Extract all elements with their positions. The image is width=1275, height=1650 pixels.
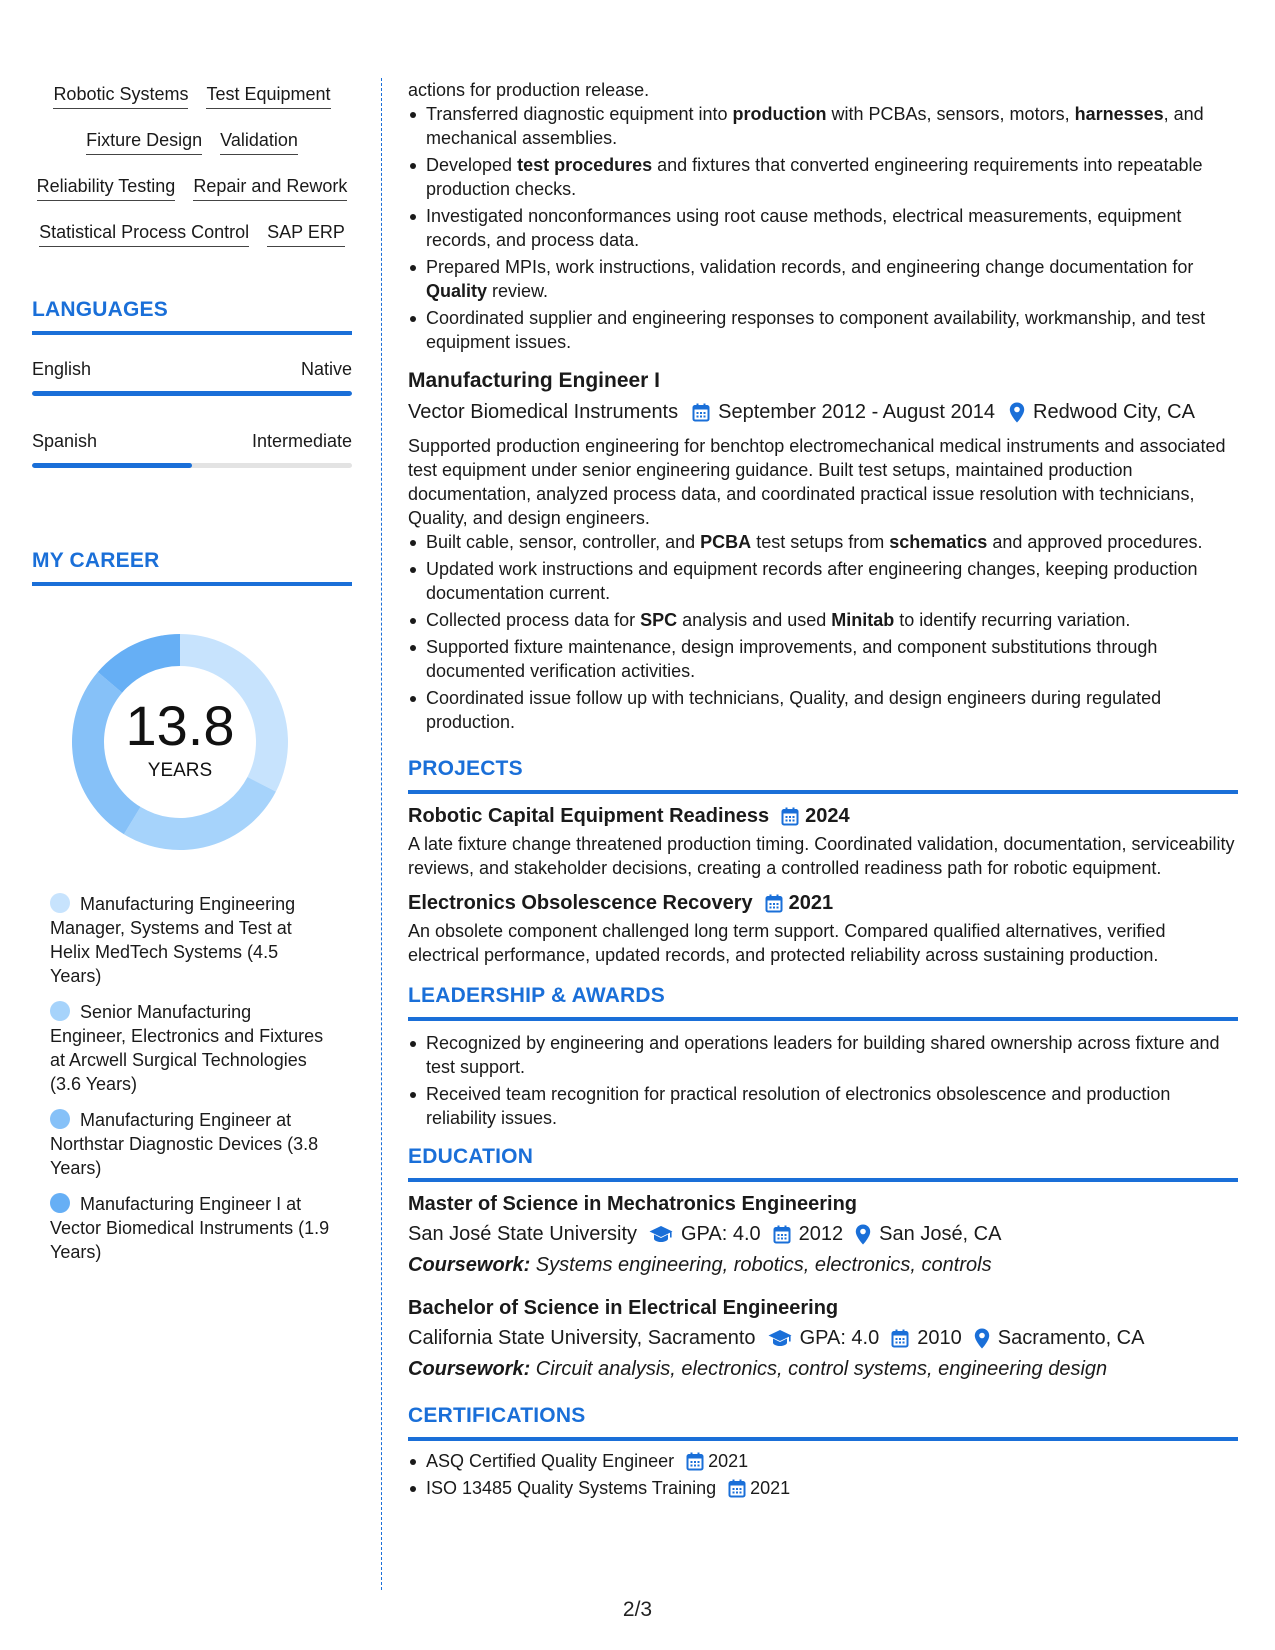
career-legend-item	[50, 892, 332, 988]
bullet-item: Updated work instructions and equipment records after engineering changes, keeping production documentation current.	[408, 557, 1238, 605]
certifications-section	[408, 1403, 1238, 1500]
legend-dot	[50, 893, 70, 913]
right-column	[408, 78, 1238, 1503]
language-level: Native	[300, 359, 352, 379]
career-total-unit: YEARS	[147, 760, 213, 781]
proficiency-bar	[32, 391, 352, 396]
column-divider	[381, 78, 382, 1590]
project-description: An obsolete component challenged long term support. Compared qualified alternatives, verified electrical performance, updated records, and protected reliability across sustaining production.	[408, 921, 1166, 965]
bullet-item: Prepared MPIs, work instructions, validation records, and engineering change documentation for Quality review.	[408, 255, 1238, 303]
bullet-item: Transferred diagnostic equipment into production with PCBAs, sensors, motors, harnesses, and mechanical assemblies.	[408, 102, 1238, 150]
coursework-label: Coursework:	[408, 1254, 531, 1276]
bullet-item: Collected process data for SPC analysis and used Minitab to identify recurring variation.	[408, 608, 1238, 632]
job-title: Manufacturing Engineer I	[408, 369, 661, 392]
bullet-item: Developed test procedures and fixtures that converted engineering requirements into repeatable production checks.	[408, 153, 1238, 201]
section-rule	[408, 1017, 1238, 1021]
bullet-item: Investigated nonconformances using root cause methods, electrical measurements, equipment records, and process data.	[408, 204, 1238, 252]
leadership-list	[408, 1031, 1238, 1130]
calendar-icon	[891, 1329, 909, 1348]
education-meta	[408, 1324, 1238, 1352]
legend-dot	[50, 1193, 70, 1213]
legend-dot	[50, 1109, 70, 1129]
bullet-item: Coordinated supplier and engineering responses to component availability, workmanship, and test equipment issues.	[408, 306, 1238, 354]
coursework-text: Circuit analysis, electronics, control systems, engineering design	[530, 1358, 1108, 1380]
coursework	[408, 1355, 1238, 1383]
languages-heading: LANGUAGES	[32, 298, 168, 321]
coursework	[408, 1251, 1238, 1279]
project-year: 2024	[805, 805, 850, 827]
bullet-item: Coordinated issue follow up with technicians, Quality, and design engineers during regulated production.	[408, 686, 1238, 734]
leadership-item: Recognized by engineering and operations leaders for building shared ownership across fixture and test support.	[408, 1031, 1238, 1079]
degree-title: Master of Science in Mechatronics Engineering	[408, 1193, 858, 1215]
skill-tag: Robotic Systems	[53, 82, 188, 109]
legend-label: Manufacturing Engineer I at Vector Biomedical Instruments (1.9 Years)	[50, 1194, 330, 1262]
legend-label: Manufacturing Engineer at Northstar Diagnostic Devices (3.8 Years)	[50, 1110, 319, 1178]
skill-tag: Repair and Rework	[193, 174, 347, 201]
certification-item	[408, 1476, 1238, 1500]
projects-heading: PROJECTS	[408, 757, 523, 780]
section-rule	[32, 331, 352, 335]
proficiency-bar	[32, 463, 352, 468]
career-legend-item	[50, 1192, 332, 1264]
job-description: Supported production engineering for benchtop electromechanical medical instruments and associated test equipment under senior engineering guidance. Built test setups, maintained production documentation, analyzed process data, and coordinated practical issue resolution with technicians, Quality, and design engineers.	[408, 436, 1226, 528]
graduation-year: 2012	[798, 1223, 844, 1245]
job-meta	[408, 398, 1238, 426]
donut-segment	[124, 777, 276, 850]
skill-tag: SAP ERP	[267, 220, 345, 247]
certification-name: ISO 13485 Quality Systems Training	[426, 1478, 717, 1498]
gpa: GPA: 4.0	[799, 1327, 880, 1349]
location-pin-icon	[974, 1328, 990, 1349]
certifications-heading: CERTIFICATIONS	[408, 1404, 586, 1427]
certification-name: ASQ Certified Quality Engineer	[426, 1451, 675, 1471]
school-name: California State University, Sacramento	[408, 1327, 756, 1349]
proficiency-fill	[32, 391, 352, 396]
certification-year: 2021	[750, 1478, 791, 1498]
coursework-label: Coursework:	[408, 1358, 531, 1380]
job-bullets	[408, 530, 1238, 734]
career-heading: MY CAREER	[32, 549, 160, 572]
skill-tag: Test Equipment	[206, 82, 330, 109]
career-donut-chart	[64, 626, 296, 858]
left-column	[32, 82, 352, 1276]
calendar-icon	[686, 1452, 704, 1471]
skill-tag: Fixture Design	[86, 128, 202, 155]
job-dates: September 2012 - August 2014	[718, 401, 995, 423]
legend-dot	[50, 1001, 70, 1021]
degree-title: Bachelor of Science in Electrical Engineering	[408, 1297, 839, 1319]
education-meta	[408, 1220, 1238, 1248]
calendar-icon	[773, 1225, 791, 1244]
project-name: Electronics Obsolescence Recovery	[408, 892, 753, 914]
certifications-list	[408, 1449, 1238, 1500]
career-legend-item	[50, 1000, 332, 1096]
project-description: A late fixture change threatened production timing. Coordinated validation, documentation, serviceability reviews, and stakeholder decisions, creating a controlled readiness path for robotic equipment.	[408, 834, 1235, 878]
career-legend-item	[50, 1108, 332, 1180]
certification-item	[408, 1449, 1238, 1473]
language-item	[32, 357, 352, 396]
section-rule	[32, 582, 352, 586]
calendar-icon	[781, 807, 799, 826]
language-item	[32, 429, 352, 468]
school-name: San José State University	[408, 1223, 637, 1245]
page-number: 2/3	[622, 1598, 653, 1621]
education-heading: EDUCATION	[408, 1145, 534, 1168]
graduation-cap-icon	[768, 1329, 792, 1347]
experience-bullets	[408, 102, 1238, 354]
school-location: San José, CA	[879, 1223, 1002, 1245]
legend-label: Manufacturing Engineering Manager, Systems and Test at Helix MedTech Systems (4.5 Years)	[50, 894, 296, 986]
experience-continued-lead: actions for production release.	[408, 80, 650, 100]
proficiency-fill	[32, 463, 192, 468]
projects-section	[408, 756, 1238, 967]
legend-label: Senior Manufacturing Engineer, Electronics and Fixtures at Arcwell Surgical Technologies (3.6 Years)	[50, 1002, 324, 1094]
leadership-heading: LEADERSHIP & AWARDS	[408, 984, 665, 1007]
certification-year: 2021	[708, 1451, 749, 1471]
gpa: GPA: 4.0	[681, 1223, 761, 1245]
language-name: English	[32, 359, 92, 379]
language-level: Intermediate	[251, 431, 352, 451]
skill-tag: Reliability Testing	[37, 174, 176, 201]
section-rule	[408, 1437, 1238, 1441]
job-company: Vector Biomedical Instruments	[408, 401, 679, 423]
calendar-icon	[765, 894, 783, 913]
skills-list	[32, 82, 352, 266]
bullet-item: Supported fixture maintenance, design improvements, and component substitutions through documented verification activities.	[408, 635, 1238, 683]
skill-tag: Statistical Process Control	[39, 220, 249, 247]
career-legend	[32, 892, 352, 1264]
project-title	[408, 889, 1238, 917]
career-total-years: 13.8	[125, 694, 235, 757]
project-year: 2021	[788, 892, 834, 914]
calendar-icon	[692, 403, 710, 422]
leadership-item: Received team recognition for practical resolution of electronics obsolescence and production reliability issues.	[408, 1082, 1238, 1130]
section-rule	[408, 1178, 1238, 1182]
graduation-cap-icon	[649, 1225, 673, 1243]
coursework-text: Systems engineering, robotics, electronics, controls	[530, 1254, 992, 1276]
bullet-item: Built cable, sensor, controller, and PCBA test setups from schematics and approved procedures.	[408, 530, 1238, 554]
school-location: Sacramento, CA	[997, 1327, 1145, 1349]
leadership-section	[408, 983, 1238, 1130]
calendar-icon	[728, 1479, 746, 1498]
project-title	[408, 802, 1238, 830]
location-pin-icon	[855, 1224, 871, 1245]
education-section	[408, 1144, 1238, 1383]
project-name: Robotic Capital Equipment Readiness	[408, 805, 770, 827]
location-pin-icon	[1009, 402, 1025, 423]
skill-tag: Validation	[220, 128, 298, 155]
section-rule	[408, 790, 1238, 794]
language-name: Spanish	[32, 431, 98, 451]
graduation-year: 2010	[917, 1327, 962, 1349]
job-location: Redwood City, CA	[1033, 401, 1195, 423]
